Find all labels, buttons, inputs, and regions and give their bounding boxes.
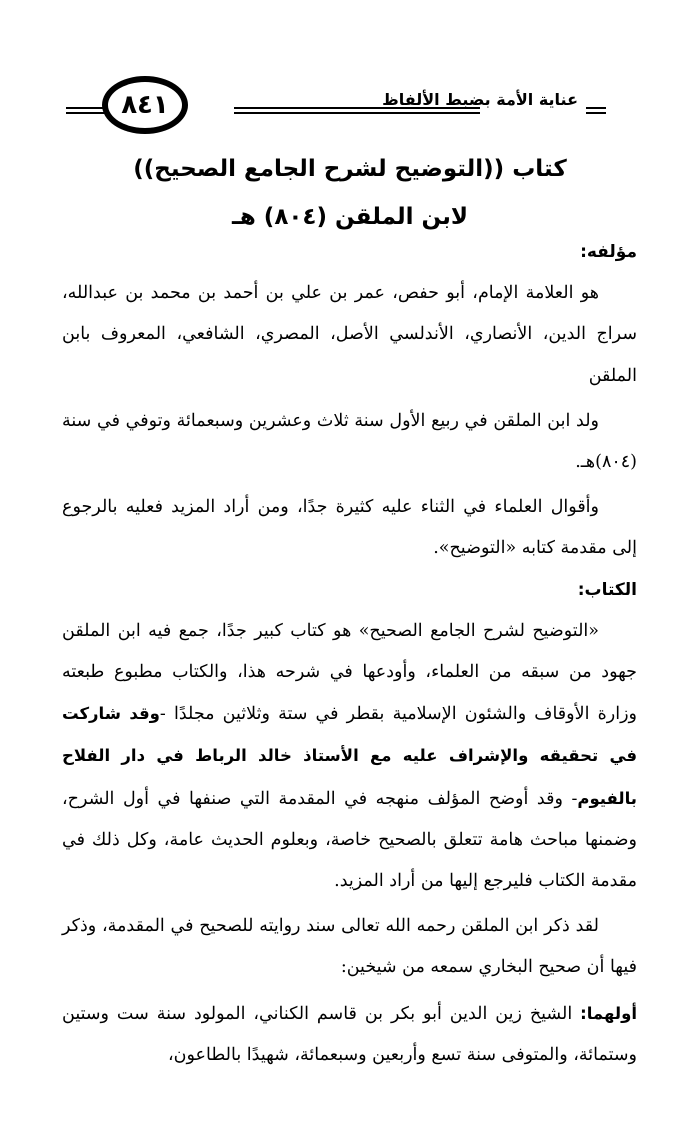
book-title-line-1: كتاب ((التوضيح لشرح الجامع الصحيح)) bbox=[133, 156, 567, 182]
book-text: «التوضيح لشرح الجامع الصحيح» هو كتاب كبير جدًا، جمع فيه ابن الملقن جهود من سبقه من العلماء، وأودعها في شرحه هذا، والكتاب مطبوع طبعته وزارة الأوقاف والشئون الإسلامية بقطر في ستة وثلاثين مجلدًا - bbox=[62, 620, 637, 725]
book-paragraph bbox=[62, 993, 637, 1076]
first-teacher-label: أولهما: bbox=[580, 1003, 637, 1023]
book-paragraph bbox=[62, 611, 637, 902]
book-title-line-2: لابن الملقن (٨٠٤) هـ bbox=[231, 204, 469, 230]
book-title bbox=[60, 145, 640, 241]
running-title: عناية الأمة بضبط الألفاظ bbox=[382, 90, 578, 109]
book-heading: الكتاب: bbox=[577, 579, 637, 600]
page-number-badge: ٨٤١ bbox=[102, 76, 188, 134]
author-heading: مؤلفه: bbox=[580, 242, 637, 262]
author-paragraph: وأقوال العلماء في الثناء عليه كثيرة جدًا، ومن أراد المزيد فعليه بالرجوع إلى مقدمة كتابه «التوضيح». bbox=[62, 497, 637, 559]
author-paragraph: ولد ابن الملقن في ربيع الأول سنة ثلاث وعشرين وسبعمائة وتوفي في سنة (٨٠٤)هـ. bbox=[62, 410, 637, 473]
header-rule bbox=[586, 107, 606, 114]
book-paragraph: لقد ذكر ابن الملقن رحمه الله تعالى سند روايته للصحيح في المقدمة، وذكر فيها أن صحيح البخاري سمعه من شيخين: bbox=[62, 916, 637, 978]
book-bold-text: وقد شاركت في تحقيقه والإشراف عليه مع الأستاذ خالد الرباط في دار الفلاح بالفيوم bbox=[62, 704, 637, 808]
author-paragraph: هو العلامة الإمام، أبو حفص، عمر بن علي بن أحمد بن محمد بن عبدالله، سراج الدين، الأنصاري، الأندلسي الأصل، المصري، الشافعي، المعروف بابن الملقن bbox=[62, 283, 637, 386]
running-header bbox=[66, 70, 606, 140]
book-text: - وقد أوضح المؤلف منهجه في المقدمة التي صنفها في أول الشرح، وضمنها مباحث هامة تتعلق بالصحيح خاصة، وبعلوم الحديث عامة، وكل ذلك في مقدمة الكتاب فليرجع إليها من أراد المزيد. bbox=[62, 788, 637, 892]
page-body bbox=[62, 232, 637, 1076]
book-text: الشيخ زين الدين أبو بكر بن قاسم الكناني، المولود سنة ست وستين وستمائة، والمتوفى سنة تسع وأربعين وسبعمائة، شهيدًا بالطاعون، bbox=[62, 1003, 637, 1065]
